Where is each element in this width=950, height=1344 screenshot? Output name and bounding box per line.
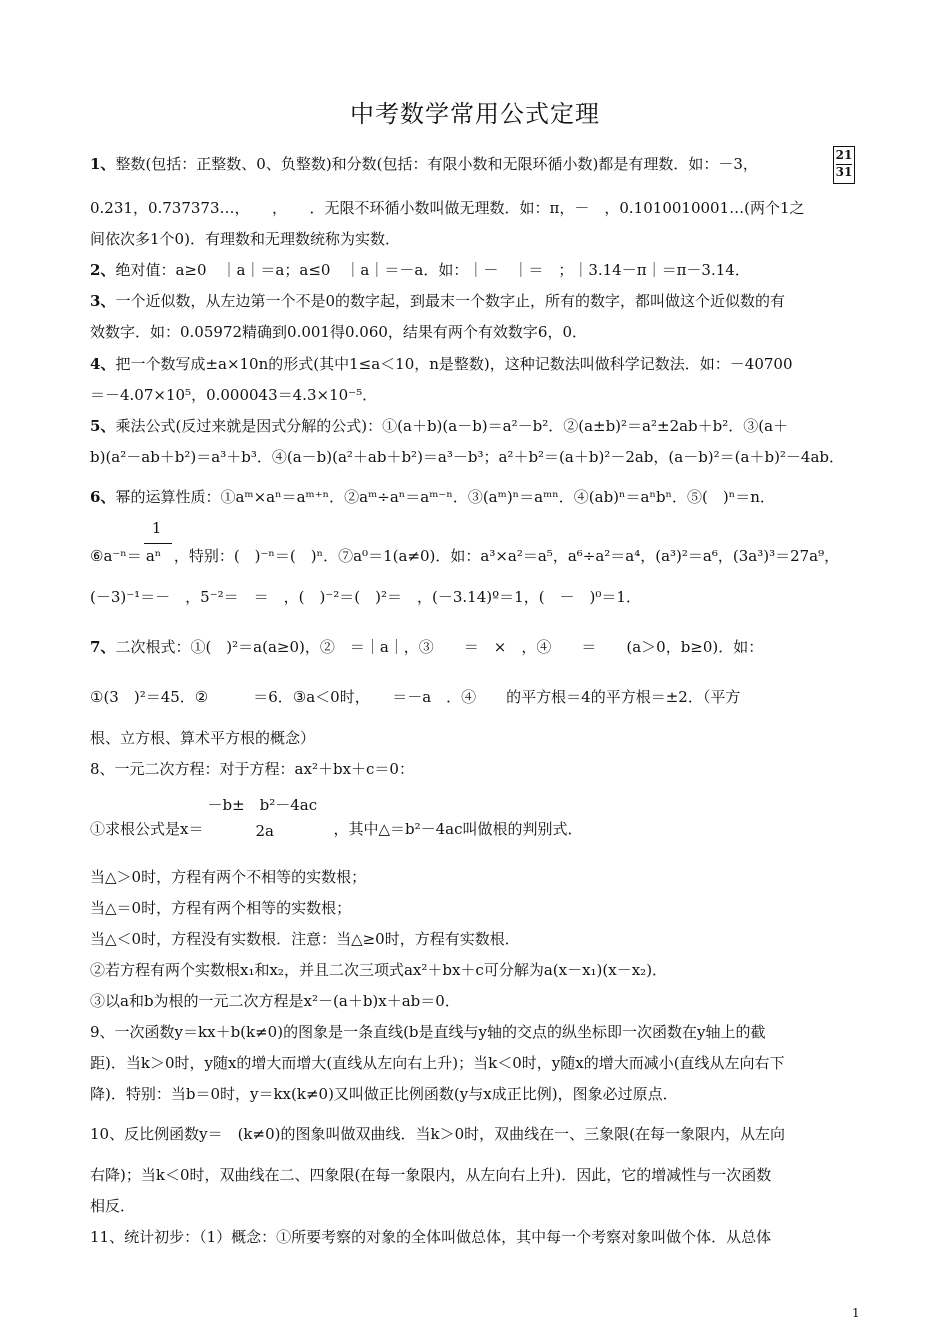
line-21: 当△＜0时，方程没有实数根．注意：当△≥0时，方程有实数根． bbox=[90, 930, 520, 948]
line-30 bbox=[90, 1226, 870, 1247]
line-text: 一个近似数，从左边第一个不是0的数字起，到最末一个数字止，所有的数字，都叫做这个近似数的有 bbox=[115, 292, 785, 310]
line-17 bbox=[90, 758, 870, 779]
line-text: 把一个数写成±a×10n的形式(其中1≤a＜10，n是整数)，这种记数法叫做科学记数法．如：－40700 bbox=[115, 355, 793, 373]
line-4 bbox=[90, 259, 870, 280]
line-7 bbox=[90, 353, 870, 374]
fraction-numerator: －b± b²－4ac bbox=[207, 796, 318, 814]
item-number-8: 8、 bbox=[90, 760, 115, 778]
quadratic-formula-fraction bbox=[203, 796, 333, 850]
line-1 bbox=[90, 153, 870, 174]
line-text: 二次根式：①( )²＝a(a≥0)，② ＝｜a｜，③ ＝ × ，④ ＝ (a＞0，b≥0)．如： bbox=[115, 638, 764, 656]
line-text: ，其中△＝b²－4ac叫做根的判别式． bbox=[333, 820, 583, 838]
line-2: 0.231，0.737373…， ， ．无限不环循小数叫做无理数．如：π，－ ，0.1010010001…(两个1之 bbox=[90, 199, 805, 217]
fraction-bar bbox=[205, 816, 331, 817]
page-title: 中考数学常用公式定理 bbox=[350, 100, 600, 128]
fraction-bar bbox=[144, 543, 172, 544]
page-number: 1 bbox=[852, 1306, 860, 1320]
boxed-fraction-bottom: 31 bbox=[835, 165, 853, 179]
line-text: ，特别：( )⁻ⁿ＝( )ⁿ．⑦a⁰＝1(a≠0)．如：a³×a²＝a⁵，a⁶÷a²＝a⁴，(a³)²＝a⁶，(3a³)³＝27a⁹， bbox=[173, 547, 840, 565]
line-text: 幂的运算性质：①aᵐ×aⁿ＝aᵐ⁺ⁿ．②aᵐ÷aⁿ＝aᵐ⁻ⁿ．③(aᵐ)ⁿ＝aᵐⁿ．④(ab)ⁿ＝aⁿbⁿ．⑤( )ⁿ＝n． bbox=[115, 488, 775, 506]
line-text: ①求根公式是x＝ bbox=[90, 820, 204, 838]
line-11 bbox=[90, 486, 870, 507]
item-number-7: 7、 bbox=[90, 638, 116, 656]
item-number-1: 1、 bbox=[90, 155, 116, 173]
line-26: 降)．特别：当b＝0时，y＝kx(k≠0)又叫做正比例函数(y与x成正比例)，图象必过原点． bbox=[90, 1085, 678, 1103]
item-number-4: 4、 bbox=[90, 355, 116, 373]
line-text: 乘法公式(反过来就是因式分解的公式)：①(a＋b)(a－b)＝a²－b²．②(a±b)²＝a²±2ab＋b²．③(a＋ bbox=[115, 417, 789, 435]
line-15: ①(3 )²＝45．② ＝6．③a＜0时， ＝－a ．④ 的平方根＝4的平方根＝±2．（平方 bbox=[90, 688, 741, 706]
line-24 bbox=[90, 1021, 870, 1042]
line-6: 效数字．如：0.05972精确到0.001得0.060，结果有两个有效数字6，0． bbox=[90, 323, 588, 341]
item-number-6: 6、 bbox=[90, 488, 116, 506]
line-18 bbox=[90, 796, 870, 854]
line-25: 距)．当k＞0时，y随x的增大而增大(直线从左向右上升)；当k＜0时，y随x的增大而减小(直线从左向右下 bbox=[90, 1054, 785, 1072]
line-text: 一次函数y＝kx＋b(k≠0)的图象是一条直线(b是直线与y轴的交点的纵坐标即一次函数在y轴上的截 bbox=[114, 1023, 766, 1041]
line-19: 当△＞0时，方程有两个不相等的实数根； bbox=[90, 868, 367, 886]
item-number-2: 2、 bbox=[90, 261, 116, 279]
line-3: 间依次多1个0)．有理数和无理数统称为实数． bbox=[90, 230, 400, 248]
line-22: ②若方程有两个实数根x₁和x₂，并且二次三项式ax²＋bx＋c可分解为a(x－x₁)(x－x₂)． bbox=[90, 961, 668, 979]
fraction-denominator: aⁿ bbox=[145, 547, 162, 565]
line-text: 整数(包括：正整数、0、负整数)和分数(包括：有限小数和无限环循小数)都是有理数．如：－3， bbox=[115, 155, 758, 173]
line-text: 反比例函数y＝ (k≠0)的图象叫做双曲线．当k＞0时，双曲线在一、三象限(在每一象限内，从左向 bbox=[124, 1125, 785, 1143]
line-29: 相反． bbox=[90, 1197, 136, 1215]
line-27 bbox=[90, 1123, 870, 1144]
fraction-denominator: 2a bbox=[255, 822, 274, 840]
fraction-numerator: 1 bbox=[151, 519, 162, 537]
line-20: 当△＝0时，方程有两个相等的实数根； bbox=[90, 899, 352, 917]
line-text: 绝对值：a≥0 ｜a｜＝a；a≤0 ｜a｜＝－a．如：｜－ ｜＝ ；｜3.14－π｜＝π－3.14． bbox=[115, 261, 750, 279]
boxed-fraction-top: 21 bbox=[835, 148, 853, 162]
line-16: 根、立方根、算术平方根的概念） bbox=[90, 729, 316, 747]
fraction-1-over-an bbox=[142, 519, 174, 577]
line-28: 右降)；当k＜0时，双曲线在二、四象限(在每一象限内，从左向右上升)．因此，它的增减性与一次函数 bbox=[90, 1166, 772, 1184]
line-text: 统计初步：（1）概念：①所要考察的对象的全体叫做总体，其中每一个考察对象叫做个体．从总体 bbox=[124, 1228, 772, 1246]
item-number-3: 3、 bbox=[90, 292, 116, 310]
line-10: b)(a²－ab＋b²)＝a³＋b³．④(a－b)(a²＋ab＋b²)＝a³－b³；a²＋b²＝(a＋b)²－2ab，(a－b)²＝(a＋b)²－4ab． bbox=[90, 448, 845, 466]
line-8: ＝－4.07×10⁵，0.000043＝4.3×10⁻⁵． bbox=[90, 386, 378, 404]
line-text: ⑥a⁻ⁿ＝ bbox=[90, 547, 142, 565]
line-text: 一元二次方程：对于方程：ax²＋bx＋c＝0： bbox=[114, 760, 414, 778]
item-number-10: 10、 bbox=[90, 1125, 125, 1143]
line-9 bbox=[90, 415, 870, 436]
line-5 bbox=[90, 290, 870, 311]
line-12 bbox=[90, 519, 870, 577]
line-13: (－3)⁻¹＝－ ，5⁻²＝ ＝ ，( )⁻²＝( )²＝ ，(－3.14)º＝1，( － )⁰＝1． bbox=[90, 588, 641, 606]
item-number-9: 9、 bbox=[90, 1023, 115, 1041]
item-number-11: 11、 bbox=[90, 1228, 125, 1246]
item-number-5: 5、 bbox=[90, 417, 116, 435]
line-14 bbox=[90, 636, 870, 657]
line-23: ③以a和b为根的一元二次方程是x²－(a＋b)x＋ab＝0． bbox=[90, 992, 460, 1010]
